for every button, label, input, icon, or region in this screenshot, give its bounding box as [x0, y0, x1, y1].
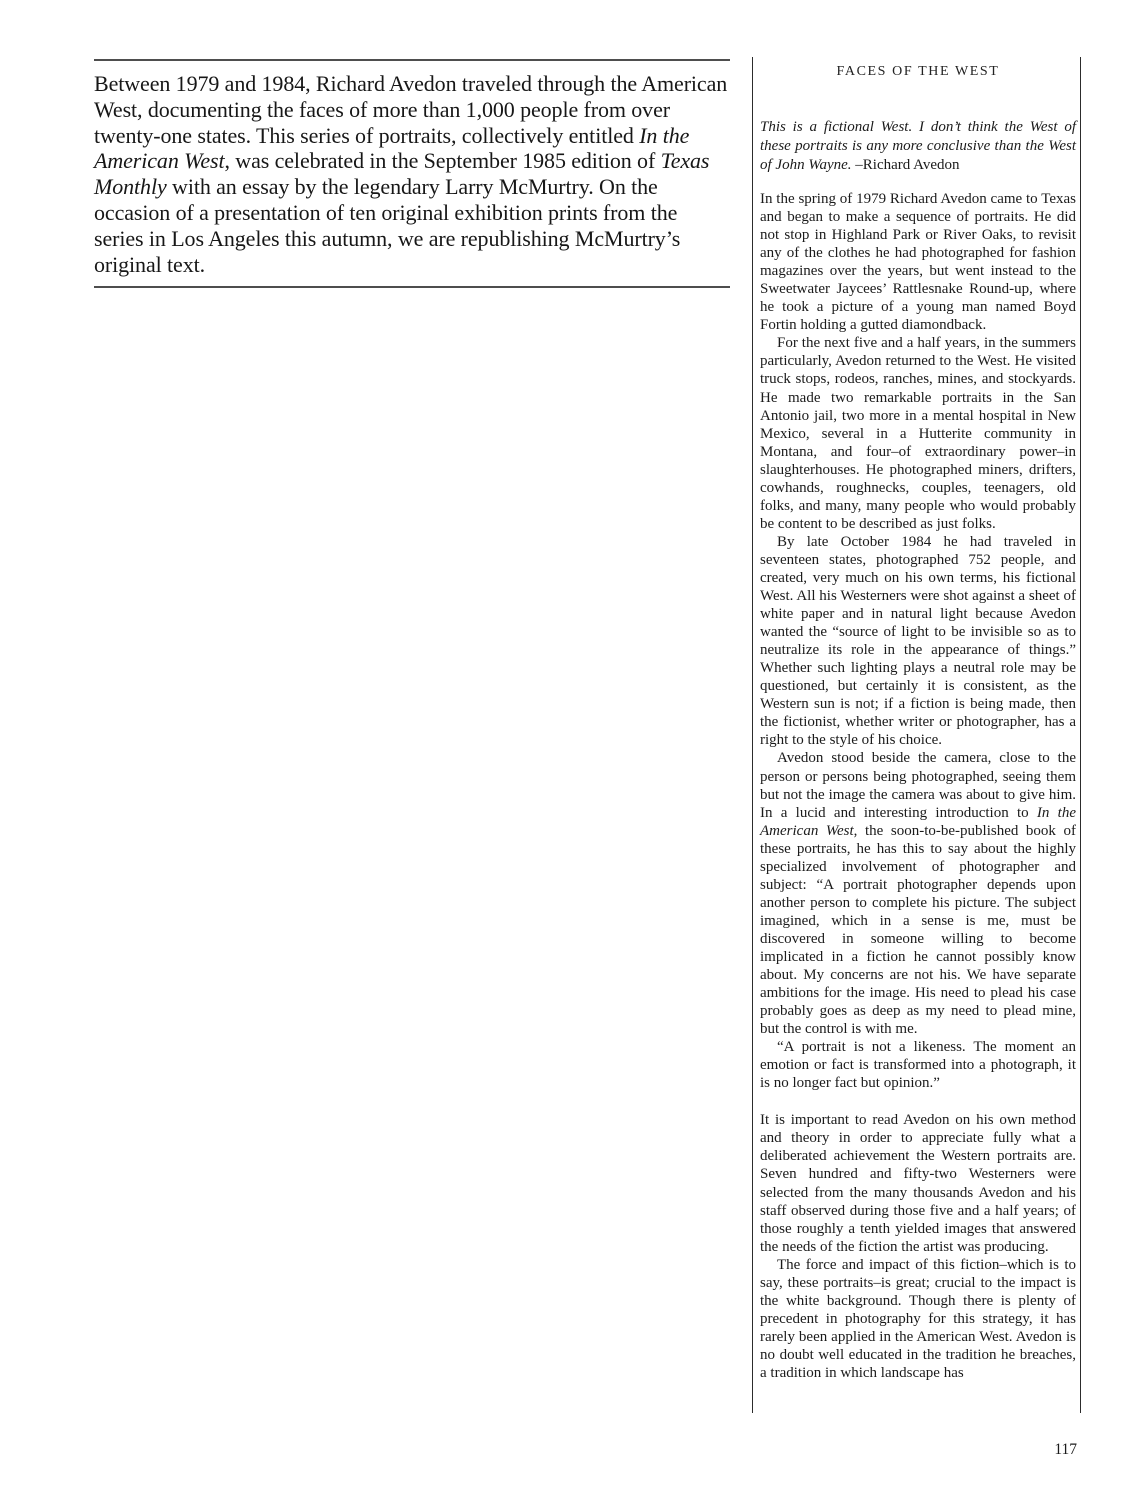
text-run: , the soon-to-be-published book of these portraits, he has this to say about the highly specialized involvement of photographer and subject: “A portrait photographer depends upon another person to complete his picture. The subject imagined, which in a sense is me, must be discovered in someone willing to become implicated in a fiction he cannot possibly know about. My concerns are not his. We have separate ambitions for the image. His need to plead his case probably goes as deep as my need to plead mine, but the control is with me. — [760, 822, 1076, 1038]
italic-run: In the American West — [760, 804, 1076, 839]
text-run: Avedon stood beside the camera, close to the person or persons being photographed, seeing them but not the image the camera was about to give him. In a lucid and interesting introduction to — [760, 750, 1076, 821]
text-run: –Richard Avedon — [851, 157, 960, 173]
intro-deck — [94, 59, 730, 288]
paragraph — [760, 190, 1076, 334]
epigraph — [760, 118, 1076, 175]
text-run: , was celebrated in the September 1985 edition of — [224, 148, 661, 174]
page-number: 117 — [1054, 1441, 1077, 1458]
paragraph — [760, 1256, 1076, 1382]
text-run: The force and impact of this fiction–which is to say, these portraits–is great; crucial to the impact is the white background. Though there is plenty of precedent in photography for this strategy, it has rarely been applied in the American West. Avedon is no doubt well educated in the tradition he breaches, a tradition in which landscape has — [760, 1256, 1076, 1381]
text-run: Between 1979 and 1984, Richard Avedon traveled through the American West, documenting the faces of more than 1,000 people from over twenty-one states. This series of portraits, collectively entitled — [94, 71, 728, 148]
article-column — [752, 57, 1081, 1413]
text-run: By late October 1984 he had traveled in seventeen states, photographed 752 people, and created, very much on his own terms, his fictional West. All his Westerners were shot against a sheet of white paper and in natural light because Avedon wanted the “source of light to be invisible so as to neutralize its role in the appearance of things.” Whether such lighting plays a neutral role may be questioned, but certainly it is consistent, as the Western sun is not; if a fiction is being made, then the fictionist, whether writer or photographer, has a right to the style of his choice. — [760, 533, 1076, 749]
text-run: In the spring of 1979 Richard Avedon came to Texas and began to make a sequence of portraits. He did not stop in Highland Park or River Oaks, to revisit any of the clothes he had photographed for fashion magazines over the years, but went instead to the Sweetwater Jaycees’ Rattlesnake Round-up, where he took a picture of a young man named Boyd Fortin holding a gutted diamondback. — [760, 191, 1076, 334]
intro-text — [94, 71, 730, 277]
article-body — [760, 190, 1076, 1382]
text-run: “A portrait is not a likeness. The moment an emotion or fact is transformed into a photograph, it is no longer fact but opinion.” — [760, 1039, 1076, 1092]
italic-run: This is a fictional West. I don’t think the West of these portraits is any more conclusive than the West of John Wayne. — [760, 119, 1076, 173]
paragraph — [760, 749, 1076, 1038]
paragraph — [760, 334, 1076, 533]
paragraph — [760, 533, 1076, 750]
article-title: FACES OF THE WEST — [836, 64, 1000, 79]
text-run: with an essay by the legendary Larry McMurtry. On the occasion of a presentation of ten original exhibition prints from the series in Los Angeles this autumn, we are republishing McMurtry’s original text. — [94, 174, 681, 277]
italic-run: Texas Monthly — [94, 148, 710, 200]
paragraph — [760, 1038, 1076, 1092]
text-run: For the next five and a half years, in the summers particularly, Avedon returned to the West. He visited truck stops, rodeos, ranches, mines, and stockyards. He made two remarkable portraits in the San Antonio jail, two more in a mental hospital in New Mexico, several in a Hutterite community in Montana, and four–of extraordinary power–in slaughterhouses. He photographed miners, drifters, cowhands, roughnecks, couples, teenagers, old folks, and many, many people who would probably be content to be described as just folks. — [760, 335, 1076, 532]
text-run: It is important to read Avedon on his own method and theory in order to appreciate fully what a deliberated achievement the Western portraits are. Seven hundred and fifty-two Westerners were selected from the many thousands Avedon and his staff observed during those five and a half years; of those roughly a tenth yielded images that answered the needs of the fiction the artist was producing. — [760, 1112, 1076, 1255]
italic-run: In the American West — [94, 122, 690, 174]
paragraph — [760, 1111, 1076, 1255]
